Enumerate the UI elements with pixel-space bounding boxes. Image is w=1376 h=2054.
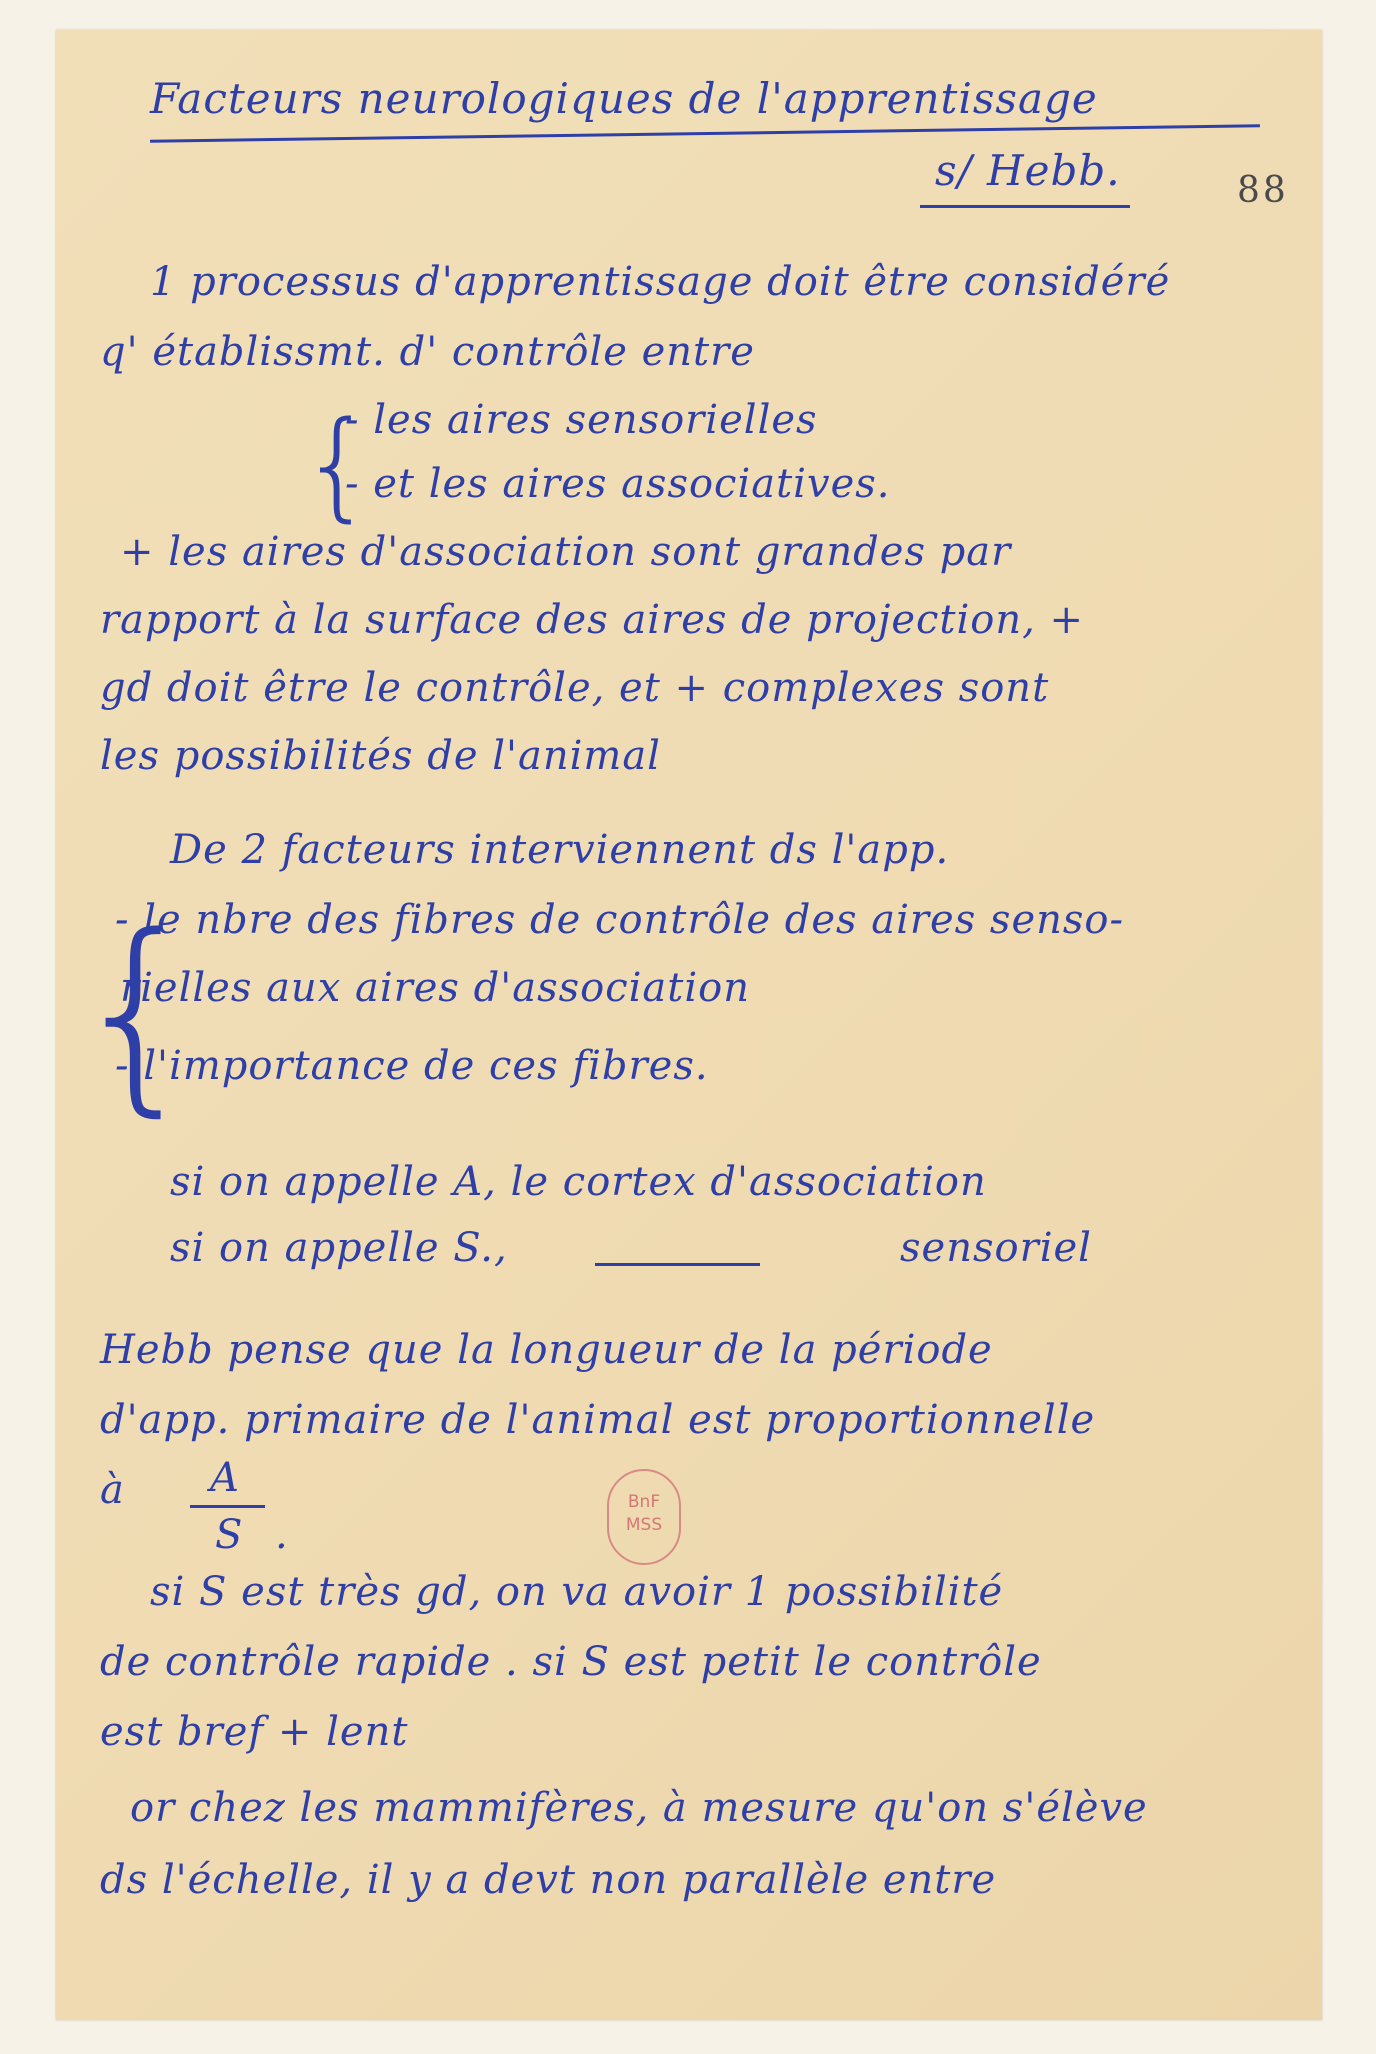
fraction-bar xyxy=(190,1505,265,1508)
text-line: - et les aires associatives. xyxy=(345,461,891,507)
library-stamp xyxy=(607,1469,681,1565)
text-line: les possibilités de l'animal xyxy=(100,733,661,779)
stamp-line: BnF xyxy=(627,1492,661,1512)
text-line: si on appelle S., xyxy=(170,1225,508,1271)
text-line: rielles aux aires d'association xyxy=(120,965,750,1011)
fraction-denominator: S xyxy=(215,1512,244,1558)
fraction-numerator: A xyxy=(210,1455,240,1501)
fraction-period: . xyxy=(275,1512,289,1558)
left-brace: { xyxy=(70,890,204,1135)
text-line: si on appelle A, le cortex d'association xyxy=(170,1159,987,1205)
text-line: si S est très gd, on va avoir 1 possibilité xyxy=(150,1569,1004,1615)
text-line: est bref + lent xyxy=(100,1709,409,1755)
left-brace: { xyxy=(300,395,376,533)
page-subtitle: s/ Hebb. xyxy=(935,146,1121,195)
text-line: + les aires d'association sont grandes par xyxy=(120,529,1012,575)
blank-line xyxy=(595,1263,760,1266)
text-line: Hebb pense que la longueur de la période xyxy=(100,1327,993,1373)
text-line: ds l'échelle, il y a devt non parallèle entre xyxy=(100,1857,997,1903)
stamp-line: MSS xyxy=(625,1514,663,1535)
text-line: à xyxy=(100,1467,125,1513)
text-line: q' établissmt. d' contrôle entre xyxy=(100,329,755,375)
folio-number: 88 xyxy=(1237,170,1289,211)
text-line: de contrôle rapide . si S est petit le contrôle xyxy=(100,1639,1042,1685)
text-line: gd doit être le contrôle, et + complexes sont xyxy=(100,665,1050,711)
text-line: - les aires sensorielles xyxy=(345,397,818,443)
text-line: - l'importance de ces fibres. xyxy=(115,1043,709,1089)
page-title: Facteurs neurologiques de l'apprentissage xyxy=(150,74,1098,123)
text-line: 1 processus d'apprentissage doit être considéré xyxy=(150,259,1171,305)
text-line: d'app. primaire de l'animal est proportionnelle xyxy=(100,1397,1096,1443)
text-line: rapport à la surface des aires de projection, + xyxy=(100,597,1085,643)
text-line: De 2 facteurs interviennent ds l'app. xyxy=(170,827,950,873)
text-line: sensoriel xyxy=(900,1225,1092,1271)
text-line: or chez les mammifères, à mesure qu'on s'élève xyxy=(130,1785,1148,1831)
subtitle-underline xyxy=(920,205,1130,208)
text-line: - le nbre des fibres de contrôle des aires senso- xyxy=(115,897,1125,943)
